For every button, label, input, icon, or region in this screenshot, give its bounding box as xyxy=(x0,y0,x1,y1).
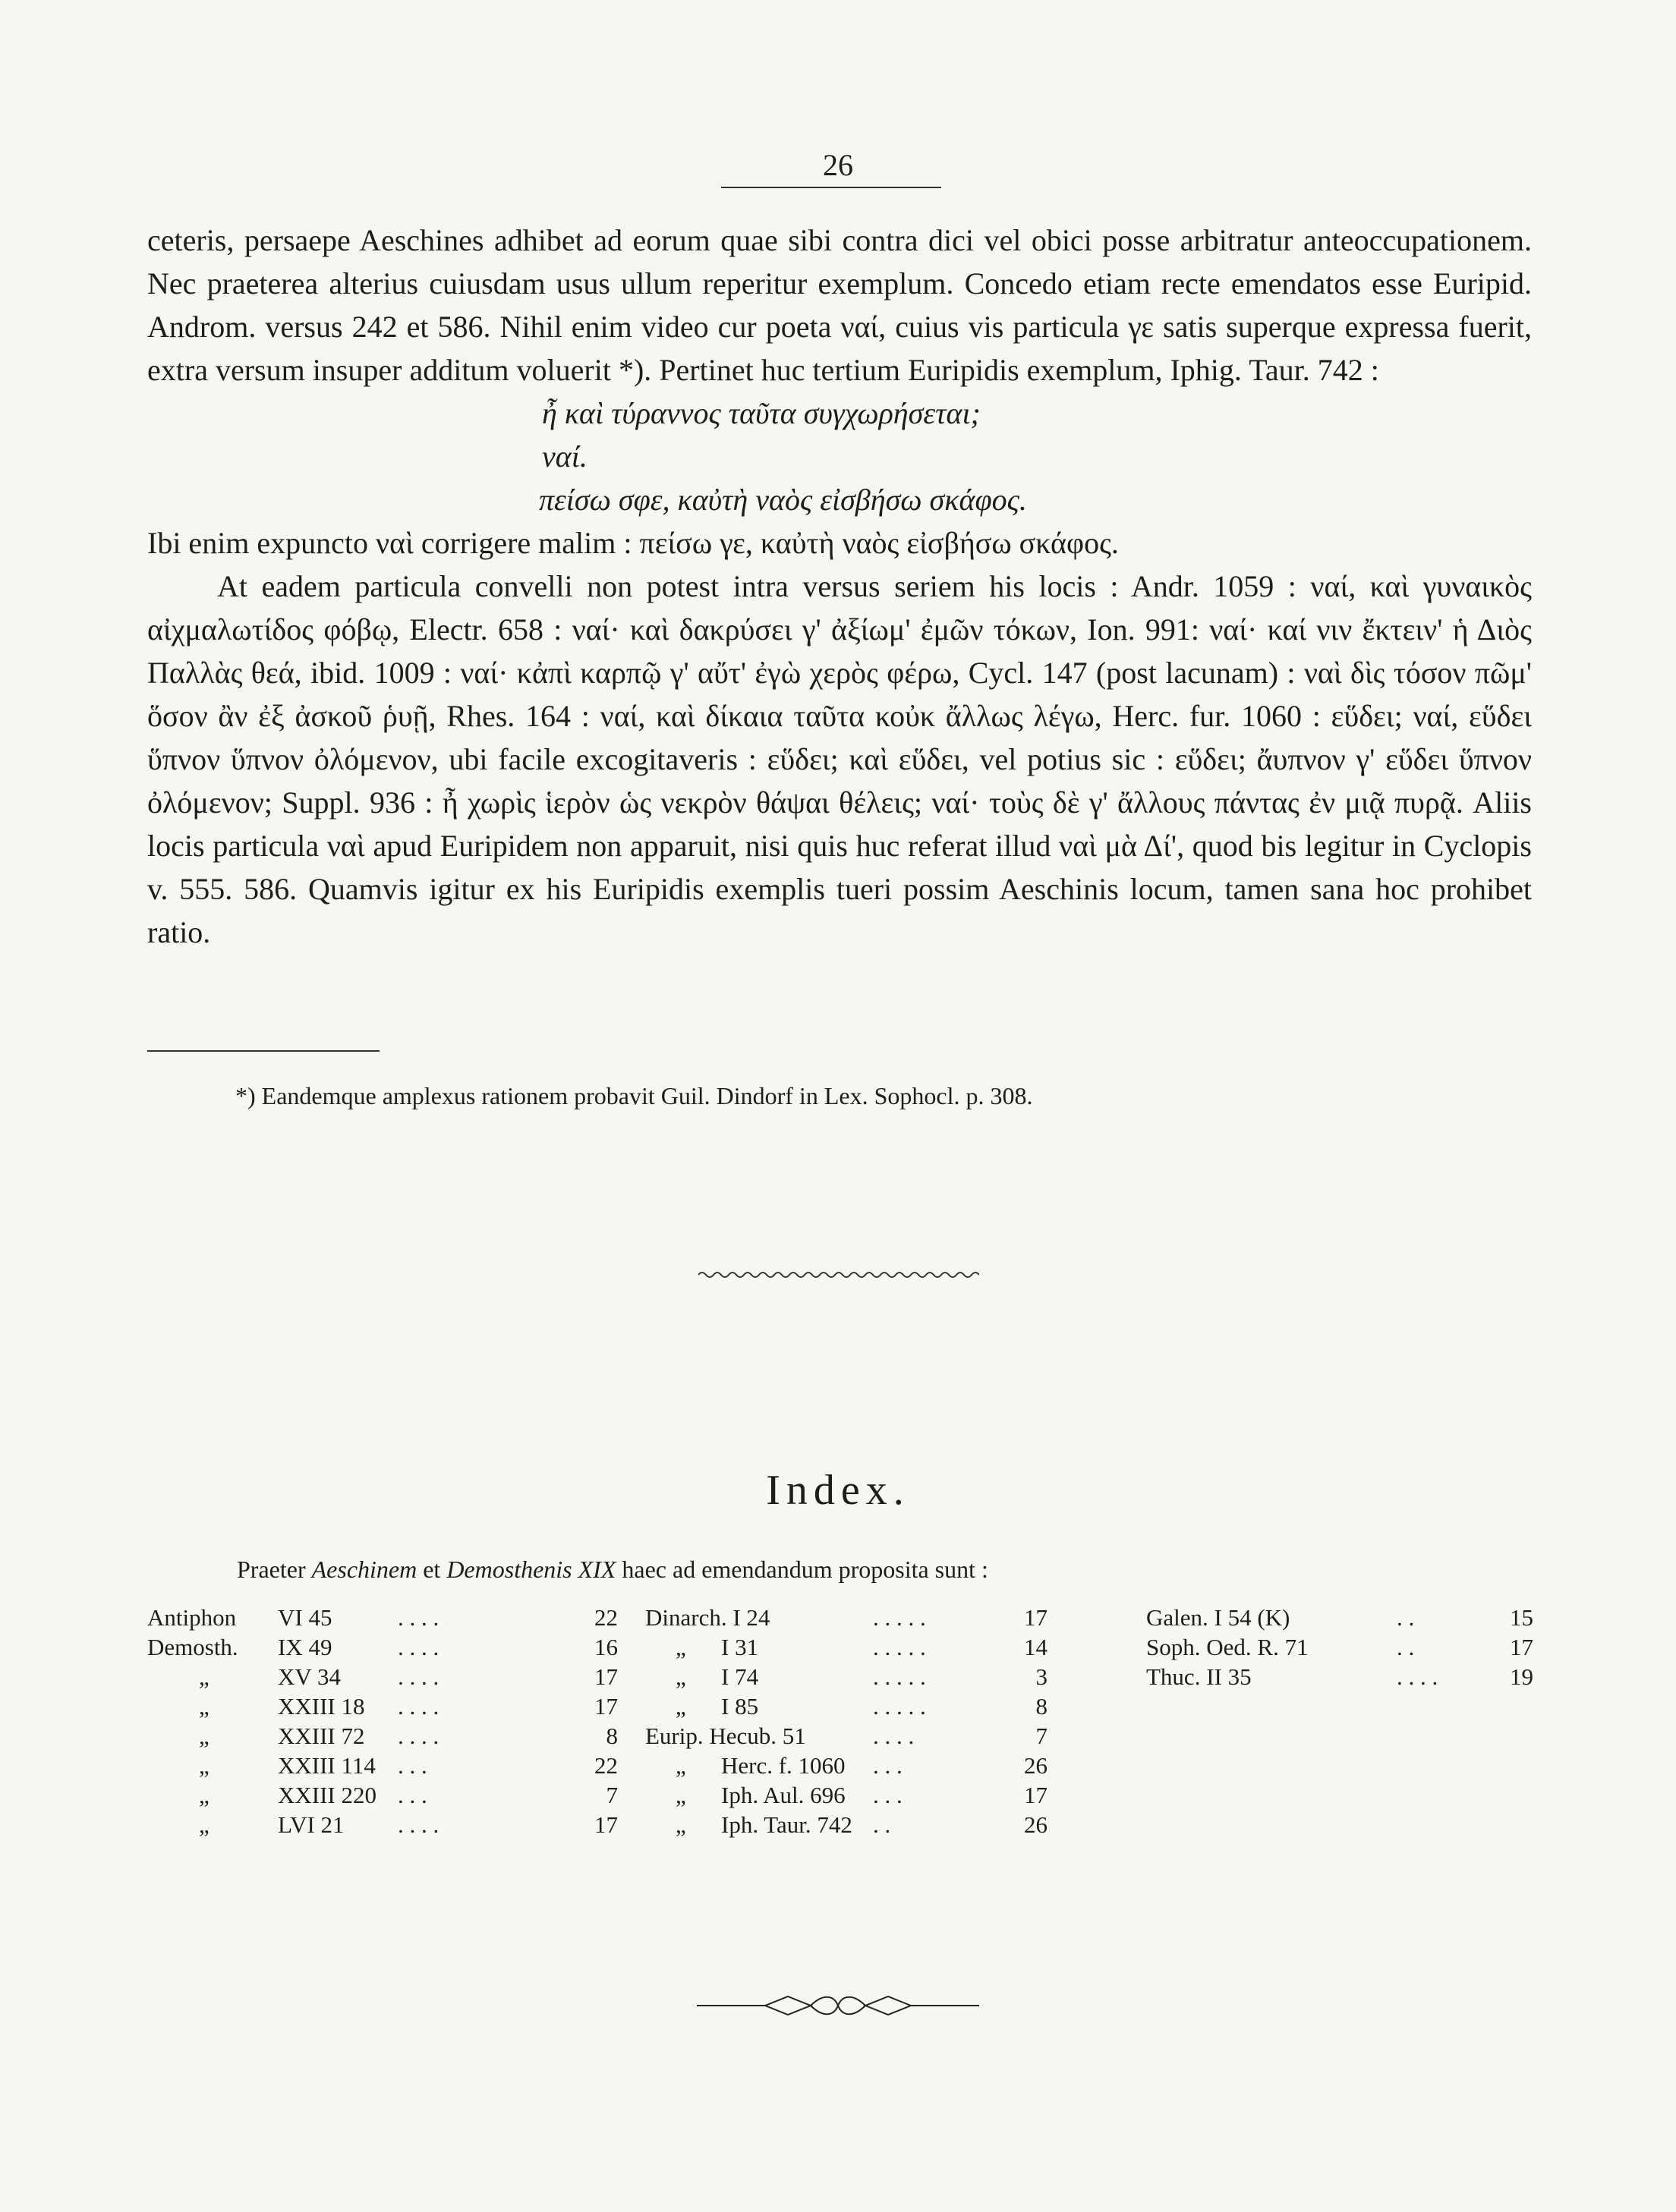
index-entry-leader: . . . . xyxy=(873,1723,915,1749)
index-entry-author: Eurip. Hecub. 51 xyxy=(645,1723,806,1749)
index-entry-page: 7 xyxy=(606,1782,618,1808)
main-text xyxy=(147,219,1532,954)
index-entry-leader: . . xyxy=(1397,1604,1415,1631)
index-intro-before: Praeter xyxy=(237,1556,306,1583)
index-entry-locus: IX 49 xyxy=(278,1634,332,1660)
ornament-divider xyxy=(697,1994,979,2017)
index-entry-author: Antiphon xyxy=(147,1604,237,1631)
index-entry xyxy=(645,1691,1048,1721)
index-entry-leader: . . . . . xyxy=(873,1604,926,1631)
index-entry-locus: XXIII 220 xyxy=(278,1782,376,1808)
index-entry-ditto: „ xyxy=(199,1663,210,1690)
index-intro-mid: et xyxy=(423,1556,441,1583)
index-entry-page: 19 xyxy=(1510,1663,1533,1690)
index-entry-page: 17 xyxy=(1024,1604,1048,1631)
index-entry-leader: . . . . xyxy=(398,1604,439,1631)
index-entry-locus: Iph. Taur. 742 xyxy=(721,1811,852,1838)
footnote: *) Eandemque amplexus rationem probavit Guil. Dindorf in Lex. Sophocl. p. 308. xyxy=(235,1082,1033,1109)
index-entry-author: Galen. I 54 (K) xyxy=(1146,1604,1290,1631)
index-entry xyxy=(645,1780,1048,1810)
index-entry-ditto: „ xyxy=(676,1663,686,1690)
index-entry-ditto: „ xyxy=(199,1782,210,1808)
index-entry xyxy=(645,1632,1048,1662)
index-entry-leader: . . . . xyxy=(398,1634,439,1660)
index-entry xyxy=(645,1751,1048,1780)
index-entry-page: 22 xyxy=(594,1604,618,1631)
index-entry-ditto: „ xyxy=(199,1811,210,1838)
index-entry-locus: XXIII 18 xyxy=(278,1693,365,1720)
index-intro-name1: Aeschinem xyxy=(311,1556,417,1583)
index-entry-page: 17 xyxy=(1024,1782,1048,1808)
index-intro-after: haec ad emendandum proposita sunt : xyxy=(622,1556,988,1583)
index-entry-locus: Herc. f. 1060 xyxy=(721,1752,846,1779)
index-entry-locus: I 31 xyxy=(721,1634,759,1660)
index-entry-ditto: „ xyxy=(199,1723,210,1749)
index-entry xyxy=(1146,1603,1533,1632)
index-entry-locus: VI 45 xyxy=(278,1604,332,1631)
index-entry-author: Dinarch. I 24 xyxy=(645,1604,770,1631)
index-entry xyxy=(1146,1662,1533,1691)
verse-line-1: ἦ καὶ τύραννος ταῦτα συγχωρήσεται; xyxy=(542,396,981,430)
index-entry-page: 26 xyxy=(1024,1811,1048,1838)
index-entry xyxy=(147,1603,618,1632)
index-entry-leader: . . . xyxy=(398,1782,427,1808)
index-entry xyxy=(645,1810,1048,1839)
index-entry-leader: . . . xyxy=(398,1752,427,1779)
index-entry xyxy=(645,1603,1048,1632)
page-number: 26 xyxy=(823,148,853,182)
index-entry-page: 17 xyxy=(594,1811,618,1838)
index-entry xyxy=(147,1662,618,1691)
index-column-2 xyxy=(645,1603,1048,1839)
index-entry-page: 7 xyxy=(1035,1723,1048,1749)
index-entry-locus: XV 34 xyxy=(278,1663,341,1690)
paragraph-2: Ibi enim expuncto ναὶ corrigere malim : πείσω γε, καὐτὴ ναὸς εἰσβήσω σκάφος. xyxy=(147,526,1119,560)
header-rule xyxy=(721,187,941,188)
index-entry xyxy=(147,1632,618,1662)
index-entry xyxy=(147,1721,618,1751)
index-entry-locus: XXIII 72 xyxy=(278,1723,365,1749)
index-entry-page: 22 xyxy=(594,1752,618,1779)
index-entry-author: Demosth. xyxy=(147,1634,238,1660)
index-title: Index. xyxy=(766,1467,910,1514)
index-entry-page: 8 xyxy=(1035,1693,1048,1720)
index-entry-page: 14 xyxy=(1024,1634,1048,1660)
index-entry-page: 26 xyxy=(1024,1752,1048,1779)
index-entry-ditto: „ xyxy=(676,1634,686,1660)
index-entry-ditto: „ xyxy=(676,1782,686,1808)
index-entry-ditto: „ xyxy=(199,1693,210,1720)
index-intro xyxy=(237,1554,988,1584)
index-entry-page: 17 xyxy=(594,1663,618,1690)
paragraph-3: At eadem particula convelli non potest intra versus seriem his locis : Andr. 1059 : ναί, καὶ γυναικὸς αἰχμαλωτίδος φόβῳ, Electr. 658 : ναί· καὶ δακρύσει γ' ἀξίωμ' ἐμῶν τόκων, Ion. 991: ναί· καί νιν ἔκτειν' ἡ Διὸς Παλλὰς θεά, ibid. 1009 : ναί· κἀπὶ καρπῷ γ' αὔτ' ἐγὼ χερὸς φέρω, Cycl. 147 (post lacunam) : ναὶ δὶς τόσον πῶμ' ὅσον ἂν ἐξ ἀσκοῦ ῥυῇ, Rhes. 164 : ναί, καὶ δίκαια ταῦτα κοὐκ ἄλλως λέγω, Herc. fur. 1060 : εὕδει; ναί, εὕδει ὕπνον ὕπνον ὀλόμενον, ubi facile excogitaveris : εὕδει; καὶ εὕδει, vel potius sic : εὕδει; ἄυπνον γ' εὕδει ὕπνον ὀλόμενον; Suppl. 936 : ἦ χωρὶς ἱερὸν ὡς νεκρὸν θάψαι θέλεις; ναί· τοὺς δὲ γ' ἄλλους πάντας ἐν μιᾷ πυρᾷ. Aliis locis particula ναὶ apud Euripidem non apparuit, nisi quis huc referat illud ναὶ μὰ Δί', quod bis legitur in Cyclopis v. 555. 586. Quamvis igitur ex his Euripidis exemplis tueri possim Aeschinis locum, tamen sana hoc prohibet ratio. xyxy=(147,569,1532,949)
index-entry xyxy=(147,1780,618,1810)
index-entry-locus: I 85 xyxy=(721,1693,759,1720)
index-entry xyxy=(645,1721,1048,1751)
index-entry-page: 17 xyxy=(594,1693,618,1720)
index-entry-author: Thuc. II 35 xyxy=(1146,1663,1252,1690)
index-entry-leader: . . . . xyxy=(398,1723,439,1749)
index-entry-leader: . . . . xyxy=(398,1693,439,1720)
verse-line-3: πείσω σφε, καὐτὴ ναὸς εἰσβήσω σκάφος. xyxy=(539,483,1027,517)
index-entry-leader: . . . xyxy=(873,1752,903,1779)
index-entry-leader: . . . . . xyxy=(873,1634,926,1660)
index-intro-name2: Demosthenis XIX xyxy=(446,1556,616,1583)
index-entry-page: 3 xyxy=(1035,1663,1048,1690)
index-entry-locus: I 74 xyxy=(721,1663,759,1690)
index-entry-leader: . . . . . xyxy=(873,1663,926,1690)
index-entry-ditto: „ xyxy=(676,1811,686,1838)
index-entry-leader: . . . xyxy=(873,1782,903,1808)
index-entry xyxy=(147,1810,618,1839)
index-entry-leader: . . xyxy=(1397,1634,1415,1660)
footnote-rule xyxy=(147,1050,380,1052)
index-entry-locus: Iph. Aul. 696 xyxy=(721,1782,846,1808)
index-entry-ditto: „ xyxy=(676,1752,686,1779)
index-entry-leader: . . xyxy=(873,1811,891,1838)
index-column-3 xyxy=(1146,1603,1533,1691)
index-column-1 xyxy=(147,1603,618,1839)
verse-line-2: ναί. xyxy=(542,439,588,474)
index-entry-leader: . . . . xyxy=(398,1811,439,1838)
index-entry-leader: . . . . . xyxy=(873,1693,926,1720)
paragraph-1: ceteris, persaepe Aeschines adhibet ad eorum quae sibi contra dici vel obici posse arbitratur anteoccupationem. Nec praeterea alterius cuiusdam usus ullum reperitur exemplum. Concedo etiam recte emendatos esse Euripid. Androm. versus 242 et 586. Nihil enim video cur poeta ναί, cuius vis particula γε satis superque expressa fuerit, extra versum insuper additum voluerit *). Pertinet huc tertium Euripidis exemplum, Iphig. Taur. 742 : xyxy=(147,223,1532,387)
wavy-divider xyxy=(698,1269,979,1281)
index-entry-locus: LVI 21 xyxy=(278,1811,345,1838)
index-entry xyxy=(147,1691,618,1721)
index-entry-author: Soph. Oed. R. 71 xyxy=(1146,1634,1309,1660)
index-entry-page: 16 xyxy=(594,1634,618,1660)
index-entry xyxy=(147,1751,618,1780)
index-entry-ditto: „ xyxy=(676,1693,686,1720)
index-entry xyxy=(645,1662,1048,1691)
index-entry-page: 17 xyxy=(1510,1634,1533,1660)
index-entry xyxy=(1146,1632,1533,1662)
index-entry-page: 15 xyxy=(1510,1604,1533,1631)
index-entry-page: 8 xyxy=(606,1723,618,1749)
index-entry-leader: . . . . xyxy=(1397,1663,1438,1690)
index-entry-ditto: „ xyxy=(199,1752,210,1779)
index-entry-locus: XXIII 114 xyxy=(278,1752,376,1779)
index-entry-leader: . . . . xyxy=(398,1663,439,1690)
